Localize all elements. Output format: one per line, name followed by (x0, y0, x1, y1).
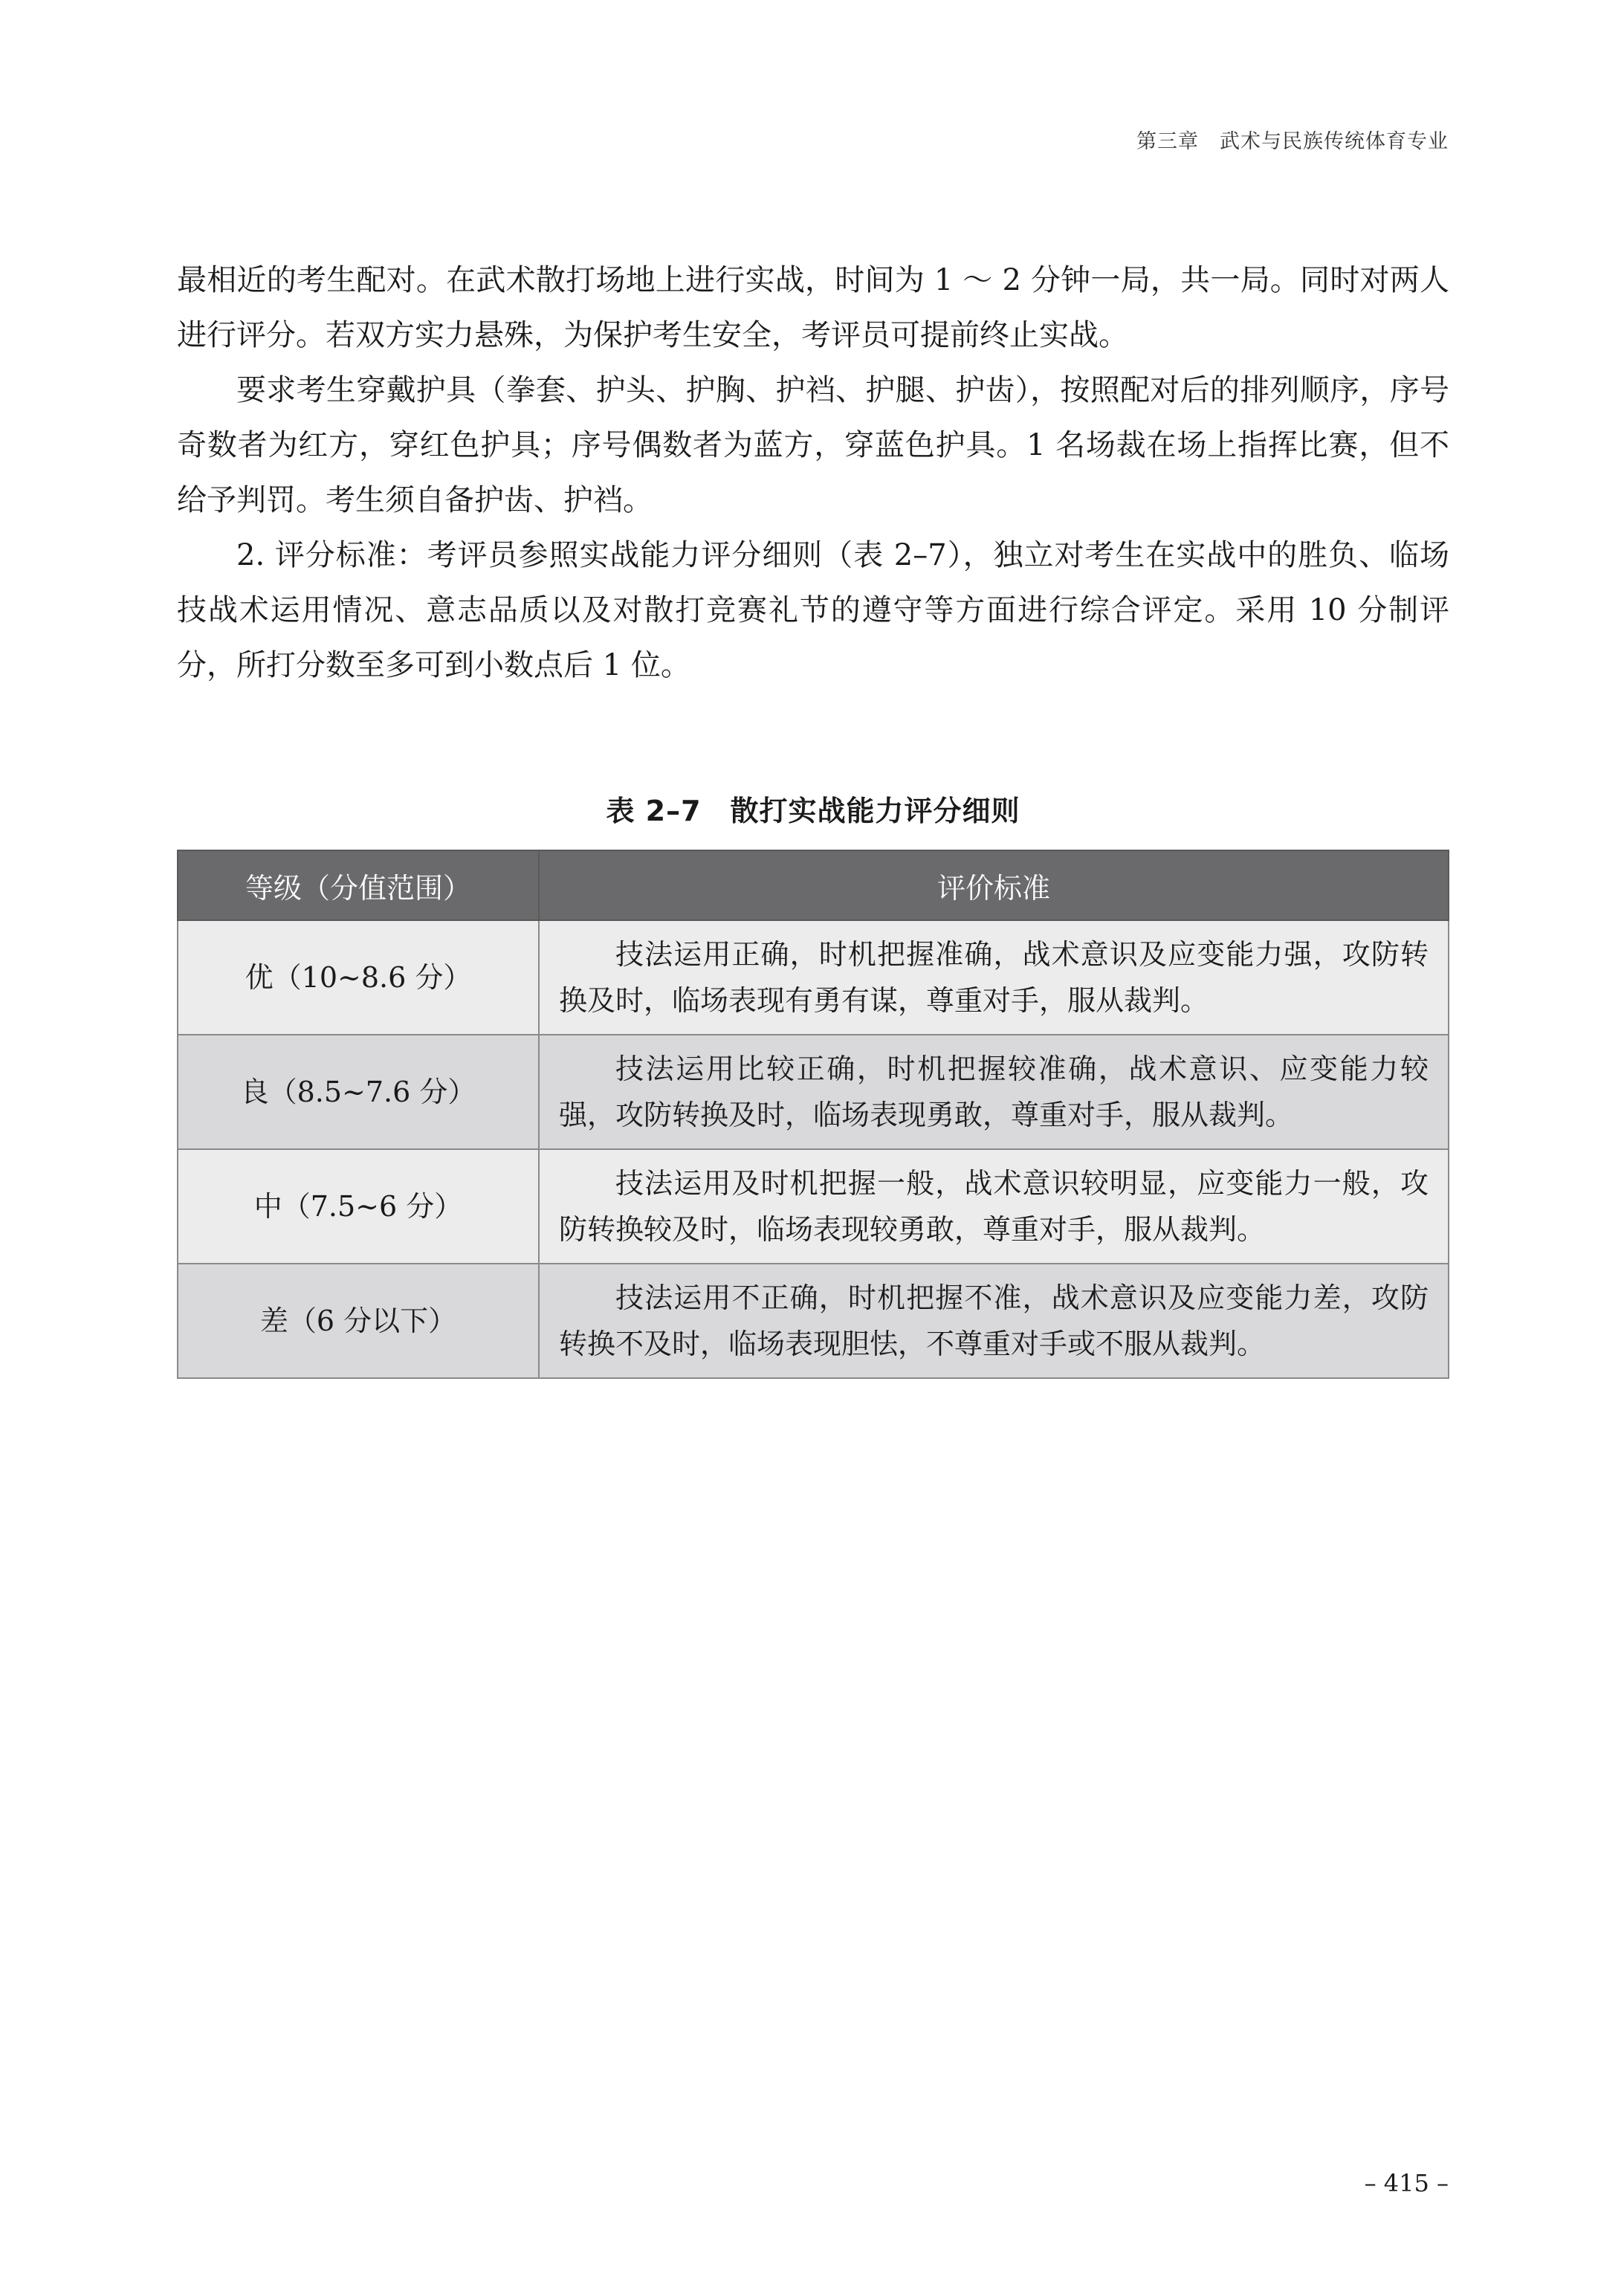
criteria-cell: 技法运用比较正确，时机把握较准确，战术意识、应变能力较强，攻防转换及时，临场表现勇敢，尊重对手，服从裁判。 (539, 1035, 1449, 1149)
body-text (177, 253, 1449, 693)
scoring-table (177, 850, 1449, 1379)
grade-level-cell: 优（10~8.6 分） (178, 920, 539, 1035)
criteria-cell: 技法运用及时机把握一般，战术意识较明显，应变能力一般，攻防转换较及时，临场表现较勇敢，尊重对手，服从裁判。 (539, 1149, 1449, 1264)
paragraph-continuation: 最相近的考生配对。在武术散打场地上进行实战，时间为 1 ～ 2 分钟一局，共一局。同时对两人进行评分。若双方实力悬殊，为保护考生安全，考评员可提前终止实战。 (177, 263, 1449, 352)
grade-level-cell: 中（7.5~6 分） (178, 1149, 539, 1264)
grade-level-cell: 良（8.5~7.6 分） (178, 1035, 539, 1149)
page-number: – 415 – (1364, 2169, 1449, 2197)
grade-level-cell: 差（6 分以下） (178, 1264, 539, 1378)
header-criteria: 评价标准 (539, 850, 1449, 920)
table-caption: 表 2–7 散打实战能力评分细则 (606, 795, 1020, 827)
table-row (178, 1149, 1449, 1264)
paragraph-equipment: 要求考生穿戴护具（拳套、护头、护胸、护裆、护腿、护齿），按照配对后的排列顺序，序号奇数者为红方，穿红色护具；序号偶数者为蓝方，穿蓝色护具。1 名场裁在场上指挥比赛，但不给予判罚。考生须自备护齿、护裆。 (177, 373, 1449, 517)
header-level: 等级（分值范围） (178, 850, 539, 920)
criteria-cell: 技法运用不正确，时机把握不准，战术意识及应变能力差，攻防转换不及时，临场表现胆怯，不尊重对手或不服从裁判。 (539, 1264, 1449, 1378)
table-row (178, 1035, 1449, 1149)
table-row (178, 920, 1449, 1035)
criteria-cell: 技法运用正确，时机把握准确，战术意识及应变能力强，攻防转换及时，临场表现有勇有谋，尊重对手，服从裁判。 (539, 920, 1449, 1035)
table-header-row (178, 850, 1449, 920)
table-row (178, 1264, 1449, 1378)
paragraph-scoring-standard: 2. 评分标准：考评员参照实战能力评分细则（表 2–7），独立对考生在实战中的胜负、临场技战术运用情况、意志品质以及对散打竞赛礼节的遵守等方面进行综合评定。采用 10 分制评分，所打分数至多可到小数点后 1 位。 (177, 538, 1449, 682)
running-header: 第三章 武术与民族传统体育专业 (1136, 130, 1449, 153)
